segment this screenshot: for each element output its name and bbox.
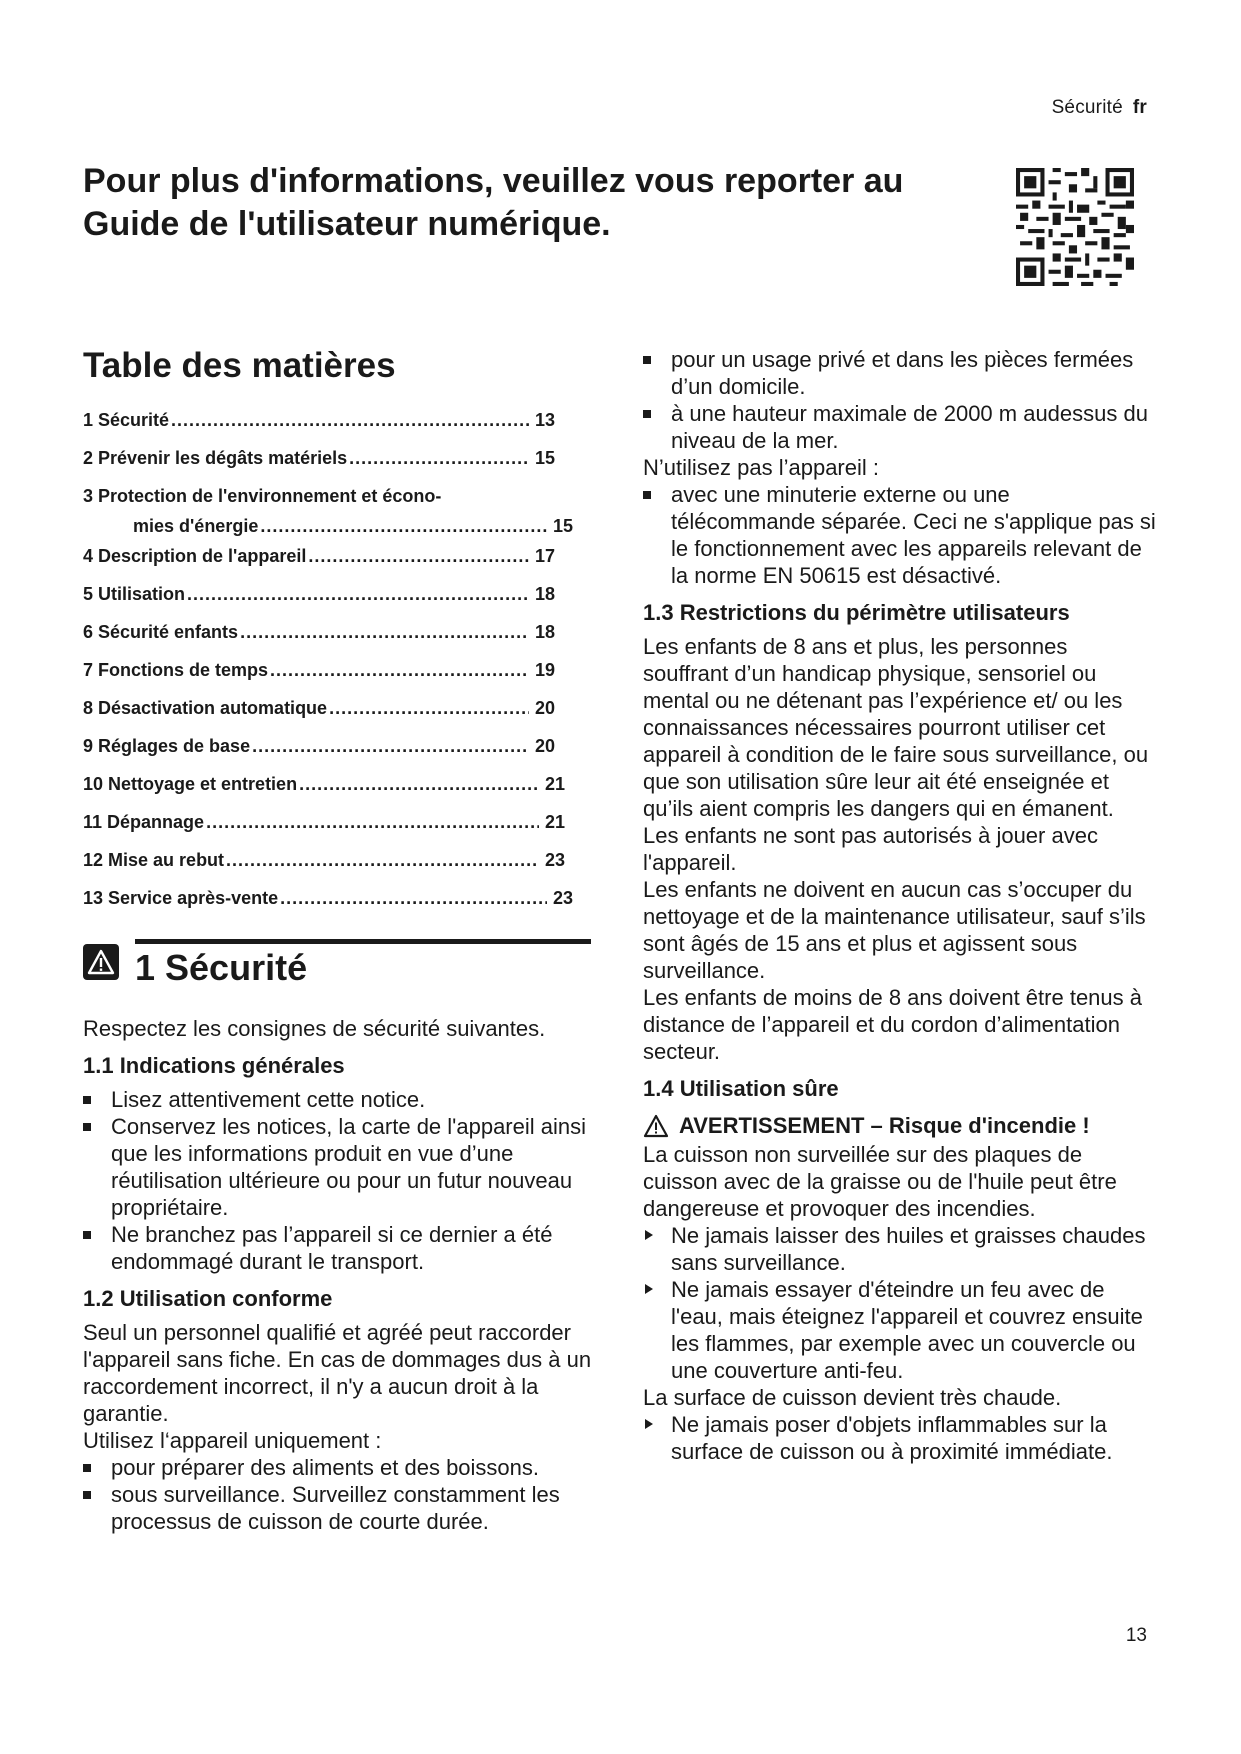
banner-line-1: Pour plus d'informations, veuillez vous reporter au [83,162,904,200]
section-1-2-title: 1.2 Utilisation conforme [83,1286,333,1311]
list-item: sous surveillance. Surveillez constamment les processus de cuisson de courte durée. [83,1481,593,1535]
intended-use-paragraph: Seul un personnel qualifié et agréé peut raccorder l'appareil sans fiche. En cas de dommages dus à un raccordement incorrect, il n'y a aucun droit à la garantie. [83,1320,592,1426]
toc-entry-page: 20 [534,698,555,718]
list-item: avec une minuterie externe ou une télécommande séparée. Ceci ne s'applique pas si le fonctionnement avec les appareils relevant de la norme EN 50615 est désactivé. [643,481,1158,589]
list-item: pour un usage privé et dans les pièces fermées d’un domicile. [643,346,1158,400]
toc-entry[interactable] [83,697,555,735]
step-item: Ne jamais poser d'objets inflammables sur la surface de cuisson ou à proximité immédiate. [643,1411,1158,1465]
toc-entry-page: 15 [552,516,573,536]
hot-surface-paragraph: La surface de cuisson devient très chaude. [643,1385,1062,1410]
use-only-list [83,1454,593,1535]
toc-entry-label: 6 Sécurité enfants [83,622,239,642]
general-instructions-list [83,1086,593,1275]
running-head-section: Sécurité [1051,97,1123,118]
digital-guide-banner [83,160,963,246]
toc-entry-label: 8 Désactivation automatique [83,698,328,718]
use-only-label: Utilisez l‘appareil uniquement : [83,1428,382,1453]
toc-entry[interactable] [83,583,555,621]
toc-entry[interactable] [83,773,565,811]
section-1-title: 1 Sécurité [135,947,308,988]
restrictions-paragraph-1: Les enfants de 8 ans et plus, les personnes souffrant d’un handicap physique, sensoriel ou mental ou ne détenant pas l’expérience et/ ou les connaissances nécessaires pourront utiliser cet appareil à condition de le faire sous surveillance, ou que son utilisation sûre leur ait été enseignée et qu’ils aient compris les dangers qui en émanent. [643,634,1149,821]
toc-entry-label: 1 Sécurité [83,410,170,430]
toc-entry-page: 20 [534,736,555,756]
list-item: Ne branchez pas l’appareil si ce dernier a été endommagé durant le transport. [83,1221,593,1275]
hot-surface-steps-list [643,1411,1158,1465]
use-only-list-continued [643,346,1158,454]
section-1-1-title: 1.1 Indications générales [83,1053,345,1078]
toc-entry-page: 23 [552,888,573,908]
toc-entry-page: 18 [534,584,555,604]
toc-entry-page: 23 [544,850,565,870]
toc-entry[interactable] [83,659,555,697]
step-item: Ne jamais essayer d'éteindre un feu avec de l'eau, mais éteignez l'appareil et couvrez ensuite les flammes, par exemple avec un couvercle ou une couverture anti-feu. [643,1276,1158,1384]
toc-entry-label: 7 Fonctions de temps [83,660,269,680]
toc-entry-label: 5 Utilisation [83,584,186,604]
running-head [1052,97,1147,119]
do-not-use-list [643,481,1158,589]
toc-entry-page: 19 [534,660,555,680]
toc-entry[interactable] [83,545,555,583]
toc-entry-page: 13 [534,410,555,430]
toc-entry-label: 9 Réglages de base [83,736,251,756]
toc-entry[interactable] [83,735,555,773]
toc-entry[interactable] [83,887,573,925]
qr-code-icon [1016,168,1134,286]
toc-entry-page: 21 [544,774,565,794]
fire-steps-list [643,1222,1158,1384]
fire-risk-paragraph: La cuisson non surveillée sur des plaques de cuisson avec de la graisse ou de l'huile peut être dangereuse et provoquer des incendies. [643,1142,1117,1221]
toc-entry-label: 11 Dépannage [83,812,205,832]
section-1-heading [83,939,593,1015]
warning-text: AVERTISSEMENT – Risque d'incendie ! [679,1113,1090,1138]
step-item: Ne jamais laisser des huiles et graisses chaudes sans surveillance. [643,1222,1158,1276]
list-item: à une hauteur maximale de 2000 m audessus du niveau de la mer. [643,400,1158,454]
toc-entry-label: 12 Mise au rebut [83,850,225,870]
restrictions-paragraph-2: Les enfants ne sont pas autorisés à jouer avec l'appareil. [643,823,1098,875]
section-1-3-title: 1.3 Restrictions du périmètre utilisateurs [643,600,1070,625]
toc-entry[interactable] [83,409,555,447]
toc-title: Table des matières [83,346,396,385]
warning-triangle-icon [643,1114,669,1138]
toc-entry-page: 18 [534,622,555,642]
right-column [643,346,1158,1465]
toc-entry-page: 17 [534,546,555,566]
page-number: 13 [1125,1625,1147,1646]
section-rule [135,939,591,944]
section-1-4-title: 1.4 Utilisation sûre [643,1076,839,1101]
toc-entry-label: 2 Prévenir les dégâts matériels [83,448,348,468]
toc-entry[interactable] [83,621,555,659]
toc-entry[interactable] [83,485,573,545]
warning-box-icon [83,944,119,980]
toc-entry-label: 3 Protection de l'environnement et écono- [83,486,442,506]
toc-entry[interactable] [83,811,565,849]
toc-entry[interactable] [83,849,565,887]
toc-entry-label-continued: mies d'énergie [133,516,259,536]
restrictions-paragraph-3: Les enfants ne doivent en aucun cas s’occuper du nettoyage et de la maintenance utilisateur, sauf s’ils sont âgés de 15 ans et plus et agissent sous surveillance. [643,877,1146,983]
running-head-lang: fr [1132,97,1147,118]
table-of-contents [83,409,593,925]
list-item: pour préparer des aliments et des boissons. [83,1454,593,1481]
section-1-intro: Respectez les consignes de sécurité suivantes. [83,1016,546,1041]
toc-entry[interactable] [83,447,555,485]
toc-entry-page: 21 [544,812,565,832]
restrictions-paragraph-4: Les enfants de moins de 8 ans doivent être tenus à distance de l’appareil et du cordon d’alimentation secteur. [643,985,1142,1064]
banner-line-2: Guide de l'utilisateur numérique. [83,205,611,243]
toc-entry-label: 13 Service après-vente [83,888,279,908]
fire-warning-heading [643,1113,1158,1139]
do-not-use-label: N’utilisez pas l’appareil : [643,455,879,480]
list-item: Conservez les notices, la carte de l'appareil ainsi que les informations produit en vue d’une réutilisation ultérieure ou pour un futur nouveau propriétaire. [83,1113,593,1221]
toc-entry-page: 15 [534,448,555,468]
toc-entry-label: 4 Description de l'appareil [83,546,307,566]
list-item: Lisez attentivement cette notice. [83,1086,593,1113]
left-column [83,345,593,1535]
toc-entry-label: 10 Nettoyage et entretien [83,774,298,794]
